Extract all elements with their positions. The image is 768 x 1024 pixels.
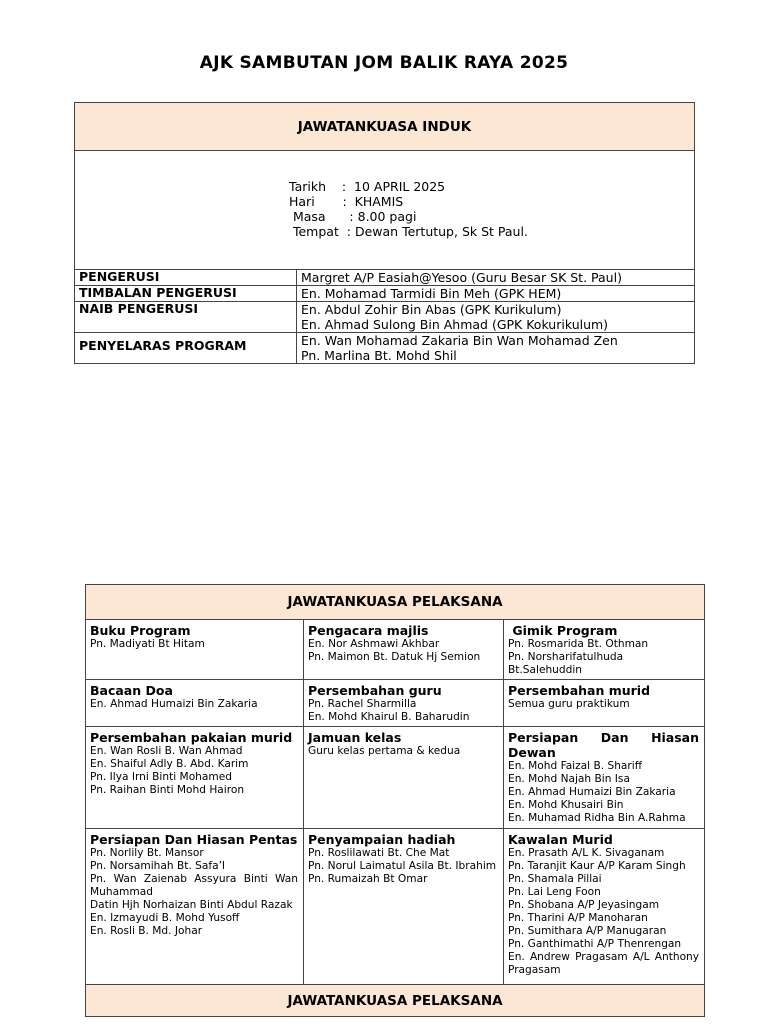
member-name: Guru kelas pertama & kedua (308, 745, 461, 757)
member-name: En. Ahmad Humaizi Bin Zakaria (90, 698, 258, 710)
committee-title: Persembahan pakaian murid (90, 730, 293, 745)
member-name: Pn. Roslilawati Bt. Che Mat (308, 847, 450, 859)
committee-hiasan-dewan (504, 727, 705, 829)
member-name: Pn. Rosmarida Bt. Othman (508, 638, 649, 650)
member-name: Pn. Norsamihah Bt. Safa’I (90, 860, 226, 872)
committee-penyampaian-hadiah (304, 829, 504, 985)
role-label: TIMBALAN PENGERUSI (75, 286, 297, 302)
member-name: En. Mohamad Tarmidi Bin Meh (GPK HEM) (301, 286, 562, 301)
committee-bacaan-doa (86, 680, 304, 727)
member-name: En. Abdul Zohir Bin Abas (GPK Kurikulum) (301, 302, 562, 317)
member-name: Pn. Norsharifatulhuda Bt.Salehuddin (508, 651, 624, 676)
committee-jamuan-kelas (304, 727, 504, 829)
member-name: En. Nor Ashmawi Akhbar (308, 638, 440, 650)
induk-row-naib (75, 302, 695, 333)
committee-title: Bacaan Doa (90, 683, 173, 698)
induk-table (74, 102, 695, 364)
member-name: En. Mohd Khairul B. Baharudin (308, 711, 470, 723)
member-name: Pn. Rumaizah Bt Omar (308, 873, 428, 885)
committee-title: Pengacara majlis (308, 623, 429, 638)
pelaksana-table (85, 584, 705, 1017)
event-day: Hari : KHAMIS (289, 194, 404, 209)
member-name: En. Izmayudi B. Mohd Yusoff (90, 912, 240, 924)
member-name: Pn. Marlina Bt. Mohd Shil (301, 348, 457, 363)
member-name: Margret A/P Easiah@Yesoo (Guru Besar SK St. Paul) (301, 270, 622, 285)
pelaksana-footer: JAWATANKUASA PELAKSANA (86, 985, 705, 1017)
member-name: Pn. Raihan Binti Mohd Hairon (90, 784, 245, 796)
committee-kawalan-murid (504, 829, 705, 985)
member-name: Pn. Sumithara A/P Manugaran (508, 925, 667, 937)
pelaksana-row (86, 680, 705, 727)
committee-title: Persembahan murid (508, 683, 651, 698)
committee-pengacara-majlis (304, 620, 504, 680)
committee-title: Kawalan Murid (508, 832, 613, 847)
member-name: Pn. Wan Zaienab Assyura Binti Wan Muhammad (90, 873, 298, 898)
member-name: En. Rosli B. Md. Johar (90, 925, 203, 937)
event-details (75, 151, 695, 270)
committee-title: Persembahan guru (308, 683, 442, 698)
member-name: En. Muhamad Ridha Bin A.Rahma (508, 812, 686, 824)
committee-title: Persiapan Dan Hiasan Dewan (508, 730, 700, 760)
member-name: En. Prasath A/L K. Sivaganam (508, 847, 665, 859)
member-name: En. Andrew Pragasam A/L Anthony Pragasam (508, 951, 700, 976)
committee-buku-program (86, 620, 304, 680)
member-name: Pn. Ilya Irni Binti Mohamed (90, 771, 232, 783)
committee-title: Jamuan kelas (308, 730, 402, 745)
event-time: Masa : 8.00 pagi (289, 209, 417, 224)
member-name: Semua guru praktikum (508, 698, 630, 710)
member-name: En. Shaiful Adly B. Abd. Karim (90, 758, 249, 770)
member-name: Datin Hjh Norhaizan Binti Abdul Razak (90, 899, 293, 911)
member-name: En. Mohd Najah Bin Isa (508, 773, 630, 785)
member-name: Pn. Norlily Bt. Mansor (90, 847, 204, 859)
committee-hiasan-pentas (86, 829, 304, 985)
member-name: En. Mohd Faizal B. Shariff (508, 760, 643, 772)
pelaksana-row (86, 829, 705, 985)
member-name: Pn. Ganthimathi A/P Thenrengan (508, 938, 682, 950)
pelaksana-row (86, 620, 705, 680)
member-name: En. Ahmad Sulong Bin Ahmad (GPK Kokurikulum) (301, 317, 609, 332)
role-label: PENGERUSI (75, 270, 297, 286)
member-name: Pn. Shamala Pillai (508, 873, 602, 885)
member-name: En. Wan Rosli B. Wan Ahmad (90, 745, 243, 757)
committee-title: Penyampaian hadiah (308, 832, 456, 847)
committee-title: Buku Program (90, 623, 191, 638)
event-date: Tarikh : 10 APRIL 2025 (289, 179, 446, 194)
committee-title: Gimik Program (508, 623, 618, 638)
role-label: PENYELARAS PROGRAM (75, 333, 297, 364)
role-label: NAIB PENGERUSI (75, 302, 297, 333)
member-name: Pn. Shobana A/P Jeyasingam (508, 899, 660, 911)
member-name: Pn. Taranjit Kaur A/P Karam Singh (508, 860, 686, 872)
induk-header: JAWATANKUASA INDUK (75, 103, 695, 151)
pelaksana-row (86, 727, 705, 829)
member-name: Pn. Rachel Sharmilla (308, 698, 417, 710)
event-venue: Tempat : Dewan Tertutup, Sk St Paul. (289, 224, 528, 239)
member-name: Pn. Lai Leng Foon (508, 886, 601, 898)
member-name: En. Mohd Khusairi Bin (508, 799, 624, 811)
member-name: Pn. Tharini A/P Manoharan (508, 912, 648, 924)
induk-row-penyelaras (75, 333, 695, 364)
member-name: En. Wan Mohamad Zakaria Bin Wan Mohamad Zen (301, 333, 618, 348)
member-name: En. Ahmad Humaizi Bin Zakaria (508, 786, 676, 798)
document-title: AJK SAMBUTAN JOM BALIK RAYA 2025 (199, 53, 569, 73)
committee-persembahan-pakaian (86, 727, 304, 829)
member-name: Pn. Norul Laimatul Asila Bt. Ibrahim (308, 860, 497, 872)
committee-gimik-program (504, 620, 705, 680)
induk-row-pengerusi (75, 270, 695, 286)
committee-persembahan-murid (504, 680, 705, 727)
pelaksana-header: JAWATANKUASA PELAKSANA (86, 585, 705, 620)
induk-row-timbalan (75, 286, 695, 302)
member-name: Pn. Maimon Bt. Datuk Hj Semion (308, 651, 481, 663)
committee-title: Persiapan Dan Hiasan Pentas (90, 832, 298, 847)
member-name: Pn. Madiyati Bt Hitam (90, 638, 205, 650)
committee-persembahan-guru (304, 680, 504, 727)
